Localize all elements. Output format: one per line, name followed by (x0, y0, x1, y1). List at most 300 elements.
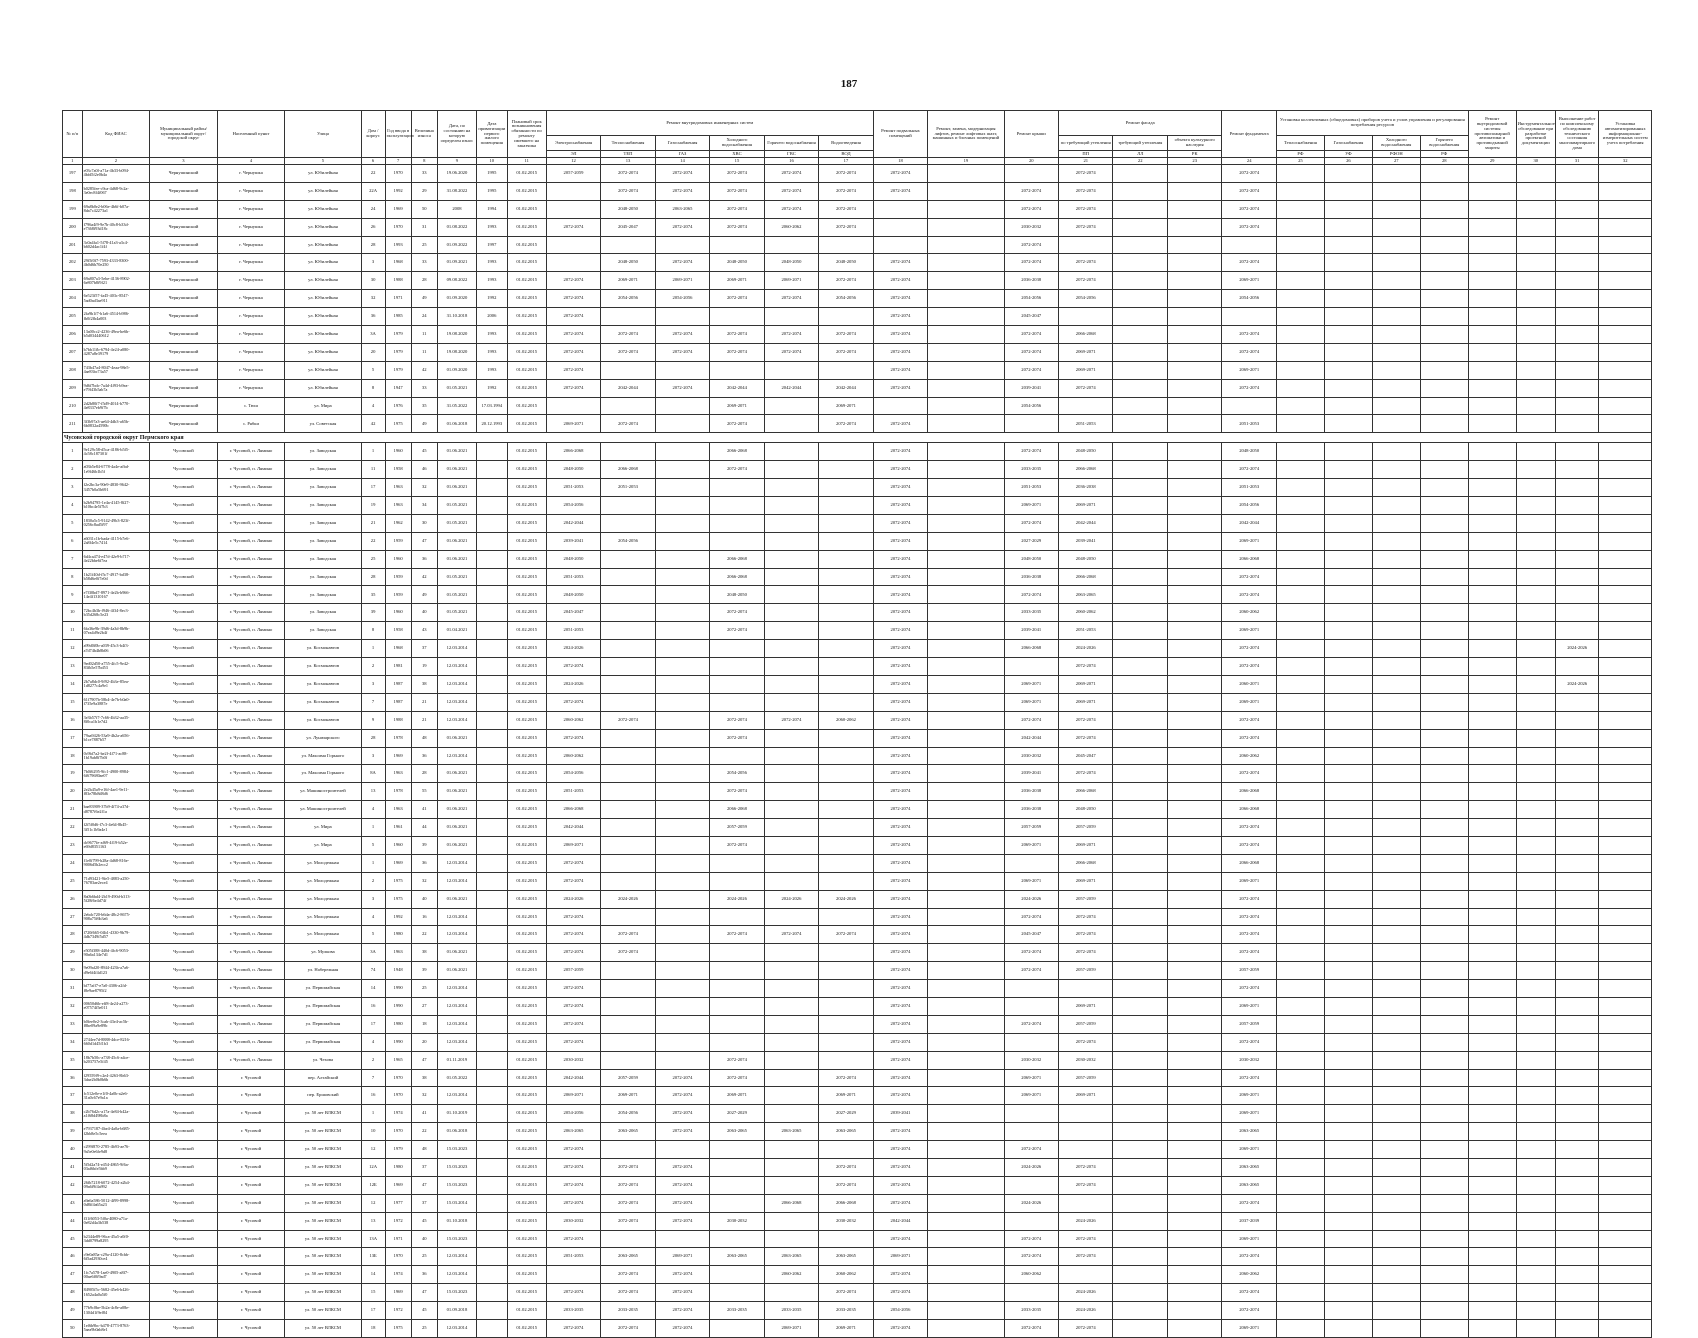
cell-pp (873, 218, 927, 236)
cell-n: 35 (63, 1051, 83, 1069)
cell-m2 (1324, 1069, 1372, 1087)
cell-ll (928, 765, 1004, 783)
cell-gaz (655, 532, 709, 550)
table-row (63, 1266, 1652, 1284)
cell-rfon (1167, 1176, 1222, 1194)
cell-sur (1516, 1033, 1555, 1051)
cell-des (1468, 819, 1516, 837)
cell-des (1468, 783, 1516, 801)
cell-tep (601, 962, 655, 980)
cell-hvs: 2072-2074 (710, 836, 764, 854)
cell-tep (601, 658, 655, 676)
cell-hvs (710, 747, 764, 765)
cell-uf (1113, 290, 1167, 308)
cell-rf: 2069-2071 (1059, 361, 1113, 379)
cell-year: 1970 (385, 1123, 411, 1141)
col-meter-gas: Газоснабжения (1324, 136, 1372, 151)
cell-fund: 2063-2065 (1222, 1176, 1276, 1194)
cell-d3: 01.02.2015 (507, 675, 546, 693)
cell-fund: 2072-2074 (1222, 586, 1276, 604)
cell-gvs (764, 1176, 818, 1194)
cell-vod (819, 801, 874, 819)
cell-gaz: 2072-2074 (655, 1069, 709, 1087)
cell-m4 (1420, 1266, 1468, 1284)
cell-d3: 01.02.2015 (507, 1158, 546, 1176)
cell-hvs (710, 514, 764, 532)
cell-m1 (1276, 200, 1324, 218)
cell-wear: 41 (411, 1105, 437, 1123)
table-row (63, 1248, 1652, 1266)
cell-el (546, 236, 600, 254)
cell-uf (1113, 415, 1167, 433)
cell-ctl (1599, 254, 1652, 272)
cell-vod (819, 532, 874, 550)
cell-mun: Чусовской (150, 461, 218, 479)
cell-pp: 2072-2074 (873, 640, 927, 658)
cell-rf (1059, 1105, 1113, 1123)
cell-tep (601, 361, 655, 379)
cell-wear: 33 (411, 165, 437, 183)
cell-ll (928, 962, 1004, 980)
cell-rf: 2072-2074 (1059, 1230, 1113, 1248)
cell-street: ул. Юбилейная (285, 326, 361, 344)
cell-des (1468, 200, 1516, 218)
cell-house: 3 (361, 747, 385, 765)
cell-year: 1970 (385, 1069, 411, 1087)
cell-wear: 24 (411, 308, 437, 326)
cell-d1: 12.03.2014 (437, 747, 476, 765)
cell-n: 198 (63, 182, 83, 200)
cell-m3 (1372, 783, 1420, 801)
cell-d3: 01.02.2015 (507, 693, 546, 711)
cell-d2 (477, 926, 508, 944)
cell-hvs: 2057-2059 (710, 819, 764, 837)
cell-n: 37 (63, 1087, 83, 1105)
table-row (63, 604, 1652, 622)
cell-m2 (1324, 1158, 1372, 1176)
cell-rfon (1167, 819, 1222, 837)
cell-m1 (1276, 997, 1324, 1015)
cell-gvs (764, 415, 818, 433)
cell-house: 22 (361, 165, 385, 183)
cell-ll (928, 1141, 1004, 1159)
cell-rf: 2072-2074 (1059, 182, 1113, 200)
cell-m3 (1372, 308, 1420, 326)
cell-m3 (1372, 1158, 1420, 1176)
cell-wear: 38 (411, 675, 437, 693)
cell-d3: 01.02.2015 (507, 443, 546, 461)
cell-tep: 2063-2065 (601, 1123, 655, 1141)
cell-m1 (1276, 1141, 1324, 1159)
cell-wear: 46 (411, 461, 437, 479)
table-row (63, 1087, 1652, 1105)
cell-uf (1113, 272, 1167, 290)
col-facade-heritage: объекта культурного наследия (1167, 136, 1222, 151)
cell-d1: 12.03.2014 (437, 926, 476, 944)
cell-d2: 20.12.1993 (477, 415, 508, 433)
cell-vod (819, 604, 874, 622)
cell-m1 (1276, 532, 1324, 550)
table-row (63, 836, 1652, 854)
cell-loc: г. Чусовой, п. Лямино (217, 461, 285, 479)
cell-d2 (477, 1212, 508, 1230)
cell-tech (1555, 326, 1599, 344)
cell-ll (928, 1284, 1004, 1302)
cell-fund: 2069-2071 (1222, 272, 1276, 290)
cell-year: 1988 (385, 711, 411, 729)
cell-house: 13Б (361, 1248, 385, 1266)
cell-rf: 2057-2059 (1059, 819, 1113, 837)
cell-tech (1555, 1284, 1599, 1302)
cell-fund: 2072-2074 (1222, 182, 1276, 200)
cell-tech (1555, 308, 1599, 326)
cell-vod (819, 908, 874, 926)
cell-sur (1516, 200, 1555, 218)
column-number: 28 (1420, 158, 1468, 165)
cell-tech (1555, 272, 1599, 290)
cell-m3 (1372, 1320, 1420, 1338)
cell-rk: 2069-2071 (1004, 693, 1058, 711)
cell-sur (1516, 997, 1555, 1015)
cell-rk (1004, 658, 1058, 676)
cell-d2 (477, 765, 508, 783)
cell-sur (1516, 443, 1555, 461)
cell-vod: 2030-2032 (819, 1212, 874, 1230)
cell-el: 2069-2071 (546, 415, 600, 433)
table-row (63, 1105, 1652, 1123)
cell-des (1468, 1230, 1516, 1248)
cell-gaz (655, 836, 709, 854)
column-code: РФОН (1372, 151, 1420, 158)
cell-fias: 2fa9b1f7-b1a6-4514-b986-fb0f2fb4a003 (82, 308, 150, 326)
cell-hvs: 2054-2056 (710, 765, 764, 783)
cell-pp: 2072-2074 (873, 1051, 927, 1069)
cell-d3: 01.02.2015 (507, 1212, 546, 1230)
cell-house: 13 (361, 783, 385, 801)
cell-m1 (1276, 1123, 1324, 1141)
cell-m3 (1372, 443, 1420, 461)
cell-d3: 01.02.2015 (507, 514, 546, 532)
col-drainage: Водоотведения (819, 136, 874, 151)
cell-mun: Чусовской (150, 1176, 218, 1194)
cell-el: 2051-2053 (546, 479, 600, 497)
cell-mun: Чусовской (150, 497, 218, 515)
cell-el: 2072-2074 (546, 729, 600, 747)
cell-m3 (1372, 1069, 1420, 1087)
cell-rk (1004, 1033, 1058, 1051)
cell-rk: 2072-2074 (1004, 1141, 1058, 1159)
cell-d1: 01.05.2022 (437, 1069, 476, 1087)
cell-d2: 1993 (477, 343, 508, 361)
cell-m2 (1324, 272, 1372, 290)
cell-rk: 2048-2050 (1004, 550, 1058, 568)
cell-fund: 2072-2074 (1222, 343, 1276, 361)
table-row (63, 640, 1652, 658)
cell-uf (1113, 1320, 1167, 1338)
cell-fias: 9e129c58-d5ca-4186-b5f5-4c58c187301f (82, 443, 150, 461)
cell-el: 2048-2050 (546, 461, 600, 479)
cell-m2 (1324, 1284, 1372, 1302)
cell-uf (1113, 1302, 1167, 1320)
cell-sur (1516, 801, 1555, 819)
cell-house: 10 (361, 1123, 385, 1141)
col-obligation-date: Плановый срок возникновения обязанности по ремонту имевшего на заказчика (507, 111, 546, 158)
cell-d3: 01.02.2015 (507, 711, 546, 729)
cell-m2 (1324, 290, 1372, 308)
cell-fias: 9ed02d50-a755-4fc5-9e42-83fb5e57bd53 (82, 658, 150, 676)
cell-hvs: 2024-2026 (710, 890, 764, 908)
cell-tech (1555, 1051, 1599, 1069)
cell-street: ул. 50 лет ВЛКСМ (285, 1266, 361, 1284)
cell-fias: c299f870-2785-4b93-ae76-9a5e0e6fe9d8 (82, 1141, 150, 1159)
cell-n: 46 (63, 1248, 83, 1266)
cell-gaz (655, 819, 709, 837)
cell-m1 (1276, 604, 1324, 622)
cell-sur (1516, 343, 1555, 361)
cell-des (1468, 944, 1516, 962)
cell-m3 (1372, 568, 1420, 586)
cell-n: 42 (63, 1176, 83, 1194)
table-row (63, 1284, 1652, 1302)
cell-uf (1113, 622, 1167, 640)
cell-ctl (1599, 693, 1652, 711)
cell-ll (928, 1033, 1004, 1051)
cell-el: 2072-2074 (546, 1033, 600, 1051)
cell-tech (1555, 997, 1599, 1015)
cell-sur (1516, 532, 1555, 550)
cell-n: 45 (63, 1230, 83, 1248)
table-row (63, 1015, 1652, 1033)
number-row (63, 158, 1652, 165)
cell-m3 (1372, 1194, 1420, 1212)
cell-m1 (1276, 514, 1324, 532)
cell-gvs (764, 1105, 818, 1123)
cell-m3 (1372, 675, 1420, 693)
cell-fias: 18b7b50c-a738-45c6-a4ce-b203757e5f45 (82, 1051, 150, 1069)
cell-pp: 2072-2074 (873, 1230, 927, 1248)
cell-ctl (1599, 1212, 1652, 1230)
cell-hvs: 2072-2074 (710, 783, 764, 801)
cell-fund: 2072-2074 (1222, 908, 1276, 926)
cell-el: 2072-2074 (546, 308, 600, 326)
cell-d3: 01.02.2015 (507, 872, 546, 890)
cell-n: 22 (63, 819, 83, 837)
cell-rf (1059, 397, 1113, 415)
cell-m2 (1324, 1230, 1372, 1248)
cell-gvs (764, 586, 818, 604)
cell-vod (819, 443, 874, 461)
cell-hvs: 2066-2068 (710, 443, 764, 461)
cell-rfon (1167, 729, 1222, 747)
cell-ctl (1599, 550, 1652, 568)
cell-mun: Чернушинский (150, 254, 218, 272)
cell-fias: 1ef6b9bc-b478-4773-8763-5aea9b0ab8e1 (82, 1320, 150, 1338)
cell-m1 (1276, 693, 1324, 711)
cell-ctl (1599, 908, 1652, 926)
cell-wear: 28 (411, 272, 437, 290)
cell-pp: 2072-2074 (873, 379, 927, 397)
cell-house: 21 (361, 514, 385, 532)
cell-rf (1059, 1266, 1113, 1284)
column-code: УФ (1324, 151, 1372, 158)
cell-n: 11 (63, 622, 83, 640)
cell-house: 5 (361, 836, 385, 854)
table-row (63, 568, 1652, 586)
cell-des (1468, 479, 1516, 497)
cell-n: 200 (63, 218, 83, 236)
cell-tep (601, 1051, 655, 1069)
cell-fias: 8a0b6bd4-2b19-490d-b313-5f28f6e4d74f (82, 890, 150, 908)
cell-wear: 25 (411, 1248, 437, 1266)
cell-el: 2072-2074 (546, 272, 600, 290)
cell-rf: 2024-2026 (1059, 1302, 1113, 1320)
cell-sur (1516, 1266, 1555, 1284)
cell-vod: 2072-2074 (819, 1284, 874, 1302)
table-row (63, 443, 1652, 461)
cell-rf: 2066-2068 (1059, 326, 1113, 344)
cell-sur (1516, 944, 1555, 962)
cell-mun: Чернушинский (150, 415, 218, 433)
cell-mun: Чусовской (150, 980, 218, 998)
cell-m4 (1420, 747, 1468, 765)
cell-wear: 45 (411, 443, 437, 461)
cell-uf (1113, 1051, 1167, 1069)
cell-hvs (710, 479, 764, 497)
cell-house: 12 (361, 1141, 385, 1159)
cell-d2: 1992 (477, 290, 508, 308)
cell-d3: 01.02.2015 (507, 854, 546, 872)
cell-pp: 2072-2074 (873, 568, 927, 586)
cell-street: ул. Молодежная (285, 926, 361, 944)
cell-m2 (1324, 182, 1372, 200)
cell-tech (1555, 568, 1599, 586)
cell-vod (819, 1141, 874, 1159)
cell-d1: 01.06.2021 (437, 532, 476, 550)
cell-year: 1969 (385, 200, 411, 218)
cell-ctl (1599, 1230, 1652, 1248)
cell-sur (1516, 980, 1555, 998)
cell-d1: 01.09.2021 (437, 254, 476, 272)
cell-ctl (1599, 1141, 1652, 1159)
cell-house: 3 (361, 890, 385, 908)
cell-d3: 01.02.2015 (507, 729, 546, 747)
cell-m2 (1324, 640, 1372, 658)
cell-gaz (655, 890, 709, 908)
cell-year: 1959 (385, 532, 411, 550)
cell-n: 204 (63, 290, 83, 308)
cell-loc: г. Чусовой, п. Лямино (217, 980, 285, 998)
cell-el: 2072-2074 (546, 343, 600, 361)
cell-ll (928, 1248, 1004, 1266)
cell-hvs (710, 1284, 764, 1302)
cell-gvs: 2072-2074 (764, 290, 818, 308)
cell-fund: 2072-2074 (1222, 711, 1276, 729)
cell-loc: г. Чусовой, п. Лямино (217, 944, 285, 962)
cell-house: 4 (361, 908, 385, 926)
cell-ll (928, 640, 1004, 658)
cell-rf: 2069-2071 (1059, 693, 1113, 711)
cell-house: 19 (361, 497, 385, 515)
cell-hvs (710, 944, 764, 962)
cell-ctl (1599, 836, 1652, 854)
cell-mun: Чусовской (150, 1284, 218, 1302)
cell-pp: 2072-2074 (873, 461, 927, 479)
cell-m2 (1324, 926, 1372, 944)
cell-tep (601, 747, 655, 765)
cell-m3 (1372, 182, 1420, 200)
cell-m2 (1324, 729, 1372, 747)
cell-d3: 01.02.2015 (507, 1194, 546, 1212)
cell-vod (819, 236, 874, 254)
cell-el: 2057-2059 (546, 962, 600, 980)
cell-rf: 2072-2074 (1059, 165, 1113, 183)
cell-fias: e03c7a0f-a71a-4b33-b094-4bfd5f2e0b4a (82, 165, 150, 183)
cell-hvs: 2069-2071 (710, 1087, 764, 1105)
cell-street: ул. Первомайская (285, 1015, 361, 1033)
cell-n: 39 (63, 1123, 83, 1141)
cell-des (1468, 765, 1516, 783)
cell-street: ул. Заводская (285, 497, 361, 515)
cell-year: 1975 (385, 872, 411, 890)
cell-fund: 2054-2056 (1222, 290, 1276, 308)
cell-m2 (1324, 165, 1372, 183)
cell-mun: Чусовской (150, 550, 218, 568)
cell-d3: 01.02.2015 (507, 182, 546, 200)
cell-vod: 2072-2074 (819, 165, 874, 183)
cell-ll (928, 783, 1004, 801)
cell-tep: 2045-2047 (601, 218, 655, 236)
col-year: Год ввода в эксплуатацию (385, 111, 411, 158)
cell-ll (928, 1230, 1004, 1248)
cell-el: 2051-2053 (546, 568, 600, 586)
cell-fias: c2b76d2c-a17a-4e84-b42a-a1f68d498b8a (82, 1105, 150, 1123)
cell-rfon (1167, 1069, 1222, 1087)
cell-des (1468, 836, 1516, 854)
cell-tech (1555, 379, 1599, 397)
cell-uf (1113, 254, 1167, 272)
cell-d2: 1997 (477, 236, 508, 254)
cell-wear: 16 (411, 908, 437, 926)
cell-rfon (1167, 604, 1222, 622)
cell-hvs (710, 854, 764, 872)
cell-gaz (655, 443, 709, 461)
cell-fund: 2063-2065 (1222, 1123, 1276, 1141)
cell-uf (1113, 1015, 1167, 1033)
cell-rfon (1167, 1087, 1222, 1105)
cell-rf: 2069-2071 (1059, 997, 1113, 1015)
cell-ctl (1599, 182, 1652, 200)
cell-year: 1968 (385, 640, 411, 658)
cell-gvs (764, 568, 818, 586)
cell-tech (1555, 479, 1599, 497)
cell-des (1468, 379, 1516, 397)
cell-m2 (1324, 890, 1372, 908)
cell-gvs: 2066-2068 (764, 1194, 818, 1212)
cell-gvs (764, 819, 818, 837)
cell-wear: 42 (411, 361, 437, 379)
cell-m1 (1276, 1176, 1324, 1194)
cell-hvs: 2027-2029 (710, 1105, 764, 1123)
column-number: 27 (1372, 158, 1420, 165)
cell-n: 33 (63, 1015, 83, 1033)
cell-el: 2072-2074 (546, 218, 600, 236)
cell-d1: 12.03.2014 (437, 675, 476, 693)
cell-m2 (1324, 604, 1372, 622)
cell-tep: 2048-2050 (601, 200, 655, 218)
cell-uf (1113, 747, 1167, 765)
cell-rk (1004, 980, 1058, 998)
cell-year: 1975 (385, 890, 411, 908)
